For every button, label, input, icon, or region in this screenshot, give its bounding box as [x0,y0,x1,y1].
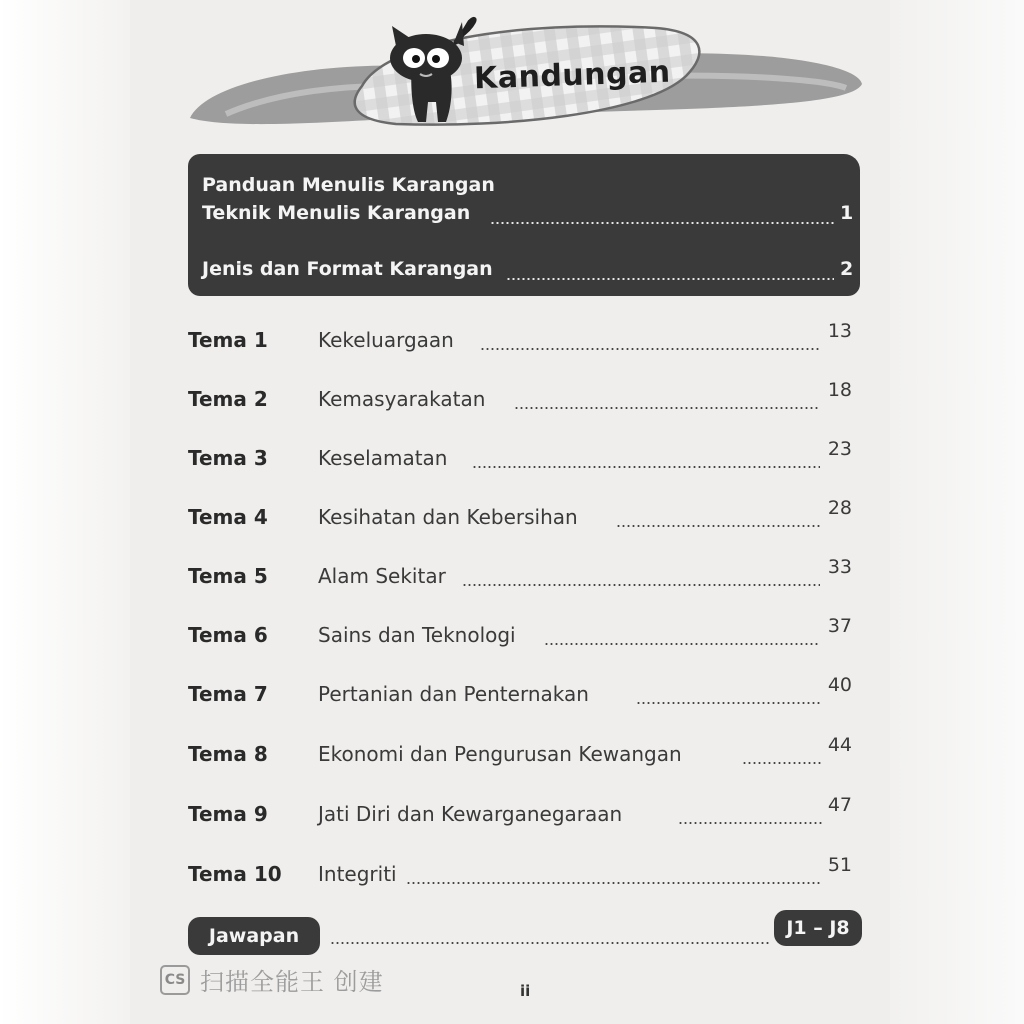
theme-title: Pertanian dan Penternakan [318,682,589,706]
intro-item-technique: Teknik Menulis Karangan [202,202,471,224]
dot-leader [406,882,822,884]
theme-page: 23 [827,438,852,460]
camscanner-icon: CS [160,965,190,995]
toc-row[interactable] [0,497,1024,545]
toc-row[interactable] [0,379,1024,427]
theme-label: Tema 9 [188,802,268,826]
dot-leader [472,466,820,468]
toc-row[interactable] [0,734,1024,782]
theme-title: Jati Diri dan Kewarganegaraan [318,802,623,826]
dot-leader [678,822,822,824]
toc-row[interactable] [0,556,1024,604]
dot-leader [616,525,820,527]
theme-label: Tema 7 [188,682,268,706]
theme-label: Tema 10 [188,862,282,886]
theme-page: 28 [827,497,852,519]
theme-page: 37 [827,615,852,637]
dot-leader [514,407,820,409]
intro-item-types-page: 2 [840,258,854,280]
theme-title: Keselamatan [318,446,448,470]
dot-leader [490,222,836,224]
theme-label: Tema 1 [188,328,268,352]
theme-label: Tema 8 [188,742,268,766]
dot-leader [636,702,820,704]
theme-page: 44 [827,734,852,756]
theme-title: Kekeluargaan [318,328,454,352]
theme-page: 13 [827,320,852,342]
theme-label: Tema 6 [188,623,268,647]
theme-title: Kemasyarakatan [318,387,486,411]
dot-leader [506,278,834,280]
cat-mascot-icon [382,16,482,126]
theme-title: Ekonomi dan Pengurusan Kewangan [318,742,682,766]
toc-row[interactable] [0,320,1024,368]
dot-leader [330,942,770,944]
intro-box [188,154,860,296]
theme-label: Tema 2 [188,387,268,411]
dot-leader [544,643,820,645]
dot-leader [462,584,820,586]
theme-label: Tema 4 [188,505,268,529]
dot-leader [480,348,820,350]
theme-page: 33 [827,556,852,578]
toc-row[interactable] [0,615,1024,663]
theme-page: 51 [827,854,852,876]
toc-row[interactable] [0,794,1024,842]
dot-leader [742,762,822,764]
theme-title: Sains dan Teknologi [318,623,516,647]
scanner-watermark [160,962,384,997]
intro-item-types: Jenis dan Format Karangan [202,258,493,280]
theme-title: Alam Sekitar [318,564,446,588]
theme-label: Tema 5 [188,564,268,588]
watermark-text: 扫描全能王 创建 [200,968,384,996]
toc-row[interactable] [0,674,1024,722]
theme-label: Tema 3 [188,446,268,470]
theme-page: 18 [827,379,852,401]
theme-title: Kesihatan dan Kebersihan [318,505,578,529]
theme-title: Integriti [318,862,397,886]
intro-item-technique-page: 1 [840,202,854,224]
page-number: ii [520,982,531,1000]
toc-row[interactable] [0,854,1024,902]
intro-item-guide: Panduan Menulis Karangan [202,174,495,196]
theme-page: 40 [827,674,852,696]
answers-pages: J1 – J8 [774,910,862,946]
header-banner [186,14,866,134]
theme-page: 47 [827,794,852,816]
answers-label[interactable]: Jawapan [188,917,320,955]
page-title: Kandungan [473,54,672,97]
toc-row[interactable] [0,438,1024,486]
